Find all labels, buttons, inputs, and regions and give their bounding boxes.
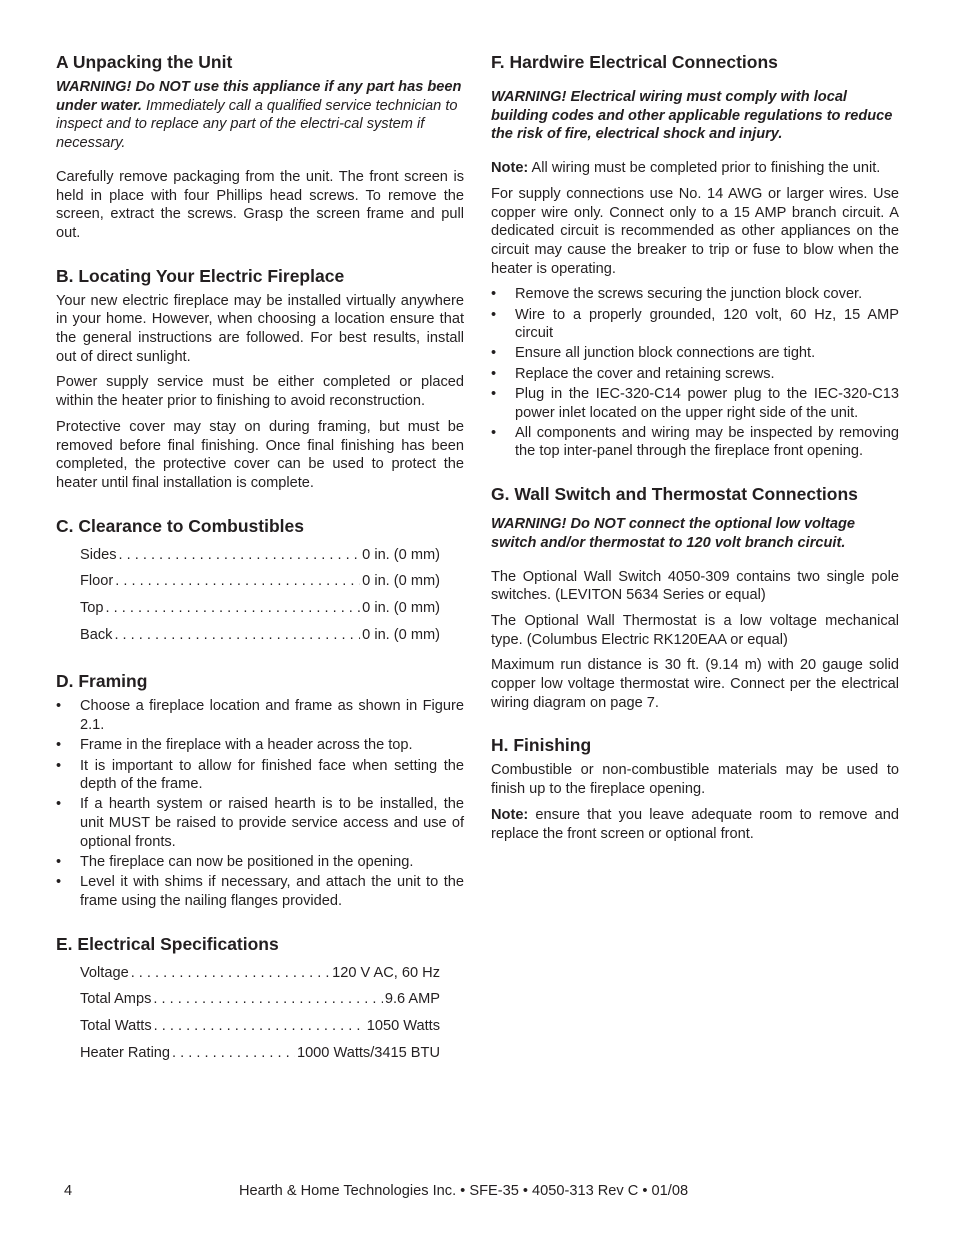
section-c-title: C. Clearance to Combustibles: [56, 515, 304, 536]
section-b-p1: Your new electric fireplace may be installed virtually anywhere in your home. However, when choosing a location ensure that the general instructions are followed. For best results, install out of direct sunlight.: [56, 292, 464, 365]
section-h-title: H. Finishing: [491, 735, 592, 756]
list-item: • All components and wiring may be inspected by removing the top inter-panel through the fireplace front opening.: [491, 424, 899, 461]
section-a-warning: WARNING! Do NOT use this appliance if any part has been under water. Immediately call a qualified service technician to inspect and to replace any part of the electri-cal system if necessary.: [56, 79, 462, 152]
page-number: 4: [64, 1183, 73, 1199]
clearance-row: Floor . . . 0 in. (0 mm): [56, 568, 440, 595]
section-f-warning: WARNING! Electrical wiring must comply with local building codes and other applicable regulations to reduce the risk of fire, electrical shock and injury.: [491, 89, 893, 143]
section-f-title: F. Hardwire Electrical Connections: [491, 52, 778, 72]
section-h: [491, 733, 899, 843]
clearance-row: Top . . . 0 in. (0 mm): [56, 595, 440, 622]
list-item: • Level it with shims if necessary, and attach the unit to the frame using the nailing flanges provided.: [56, 873, 464, 910]
spec-row: Voltage . . . 120 V AC, 60 Hz: [56, 960, 440, 987]
list-item: • Wire to a properly grounded, 120 volt, 60 Hz, 15 AMP circuit: [491, 306, 899, 343]
section-g-title: G. Wall Switch and Thermostat Connections: [491, 484, 858, 505]
section-g-p2: The Optional Wall Thermostat is a low voltage mechanical type. (Columbus Electric RK120EAA or equal): [491, 612, 899, 648]
list-item: • Plug in the IEC-320-C14 power plug to the IEC-320-C13 power inlet located on the upper right side of the unit.: [491, 385, 899, 422]
section-g-p3: Maximum run distance is 30 ft. (9.14 m) with 20 gauge solid copper low voltage thermostat wire. Connect per the electrical wiring diagram on page 7.: [491, 657, 899, 711]
spec-row: Total Amps . . . 9.6 AMP: [56, 986, 440, 1013]
list-item: • Ensure all junction block connections are tight.: [491, 344, 899, 363]
framing-list: [56, 697, 464, 910]
footer-text: Hearth & Home Technologies Inc. • SFE-35 • 4050-313 Rev C • 01/08: [239, 1183, 689, 1199]
section-b-p2: Power supply service must be either completed or placed within the heater prior to finishing to avoid reconstruction.: [56, 374, 464, 410]
section-d: [56, 669, 464, 910]
section-d-title: D. Framing: [56, 671, 148, 692]
list-item: • Frame in the fireplace with a header across the top.: [56, 736, 464, 755]
section-f: [491, 50, 899, 461]
section-a-text: Carefully remove packaging from the unit. The front screen is held in place with four Phillips head screws. To remove the screen, extract the screws. Grasp the screen frame and pull out.: [56, 168, 464, 241]
clearance-row: Back . . . 0 in. (0 mm): [56, 622, 440, 649]
list-item: • The fireplace can now be positioned in the opening.: [56, 853, 464, 872]
section-f-text: For supply connections use No. 14 AWG or larger wires. Use copper wire only. Connect only to a 15 AMP branch circuit. A dedicated circuit is recommended as other appliances on the circuit may cause the breaker to trip or fuse to blow when the heater is operating.: [491, 185, 899, 277]
list-item: • It is important to allow for finished face when setting the depth of the frame.: [56, 757, 464, 794]
section-a-title: A Unpacking the Unit: [56, 52, 233, 72]
section-b-p3: Protective cover may stay on during framing, but must be removed before final finishing. Once final finishing has been completed, the protective cover can be used to protect the heater until final installation is complete.: [56, 418, 464, 491]
section-g-p1: The Optional Wall Switch 4050-309 contains two single pole switches. (LEVITON 5634 Series or equal): [491, 568, 899, 604]
left-column: [56, 50, 464, 1088]
section-e: [56, 932, 464, 1067]
wiring-list: [491, 285, 899, 461]
section-b-title: B. Locating Your Electric Fireplace: [56, 265, 345, 286]
section-f-note: Note: All wiring must be completed prior to finishing the unit.: [491, 160, 881, 177]
clearance-row: Sides . . . 0 in. (0 mm): [56, 542, 440, 569]
right-column: [491, 50, 899, 864]
section-b: [56, 264, 464, 493]
section-e-title: E. Electrical Specifications: [56, 933, 279, 954]
list-item: • If a hearth system or raised hearth is to be installed, the unit MUST be raised to provide service access and use of optional fronts.: [56, 795, 464, 851]
section-c: [56, 514, 464, 649]
section-h-note: Note: ensure that you leave adequate room to remove and replace the front screen or optional front.: [491, 806, 899, 842]
section-a: [56, 50, 464, 243]
section-g: [491, 482, 899, 712]
list-item: • Remove the screws securing the junction block cover.: [491, 285, 899, 304]
section-g-warning: WARNING! Do NOT connect the optional low voltage switch and/or thermostat to 120 volt branch circuit.: [491, 516, 856, 551]
list-item: • Replace the cover and retaining screws.: [491, 365, 899, 384]
list-item: • Choose a fireplace location and frame as shown in Figure 2.1.: [56, 697, 464, 734]
spec-row: Total Watts . . . 1050 Watts: [56, 1013, 440, 1040]
spec-row: Heater Rating . . . 1000 Watts/3415 BTU: [56, 1040, 440, 1067]
section-h-text: Combustible or non-combustible materials may be used to finish up to the fireplace opening.: [491, 762, 899, 798]
